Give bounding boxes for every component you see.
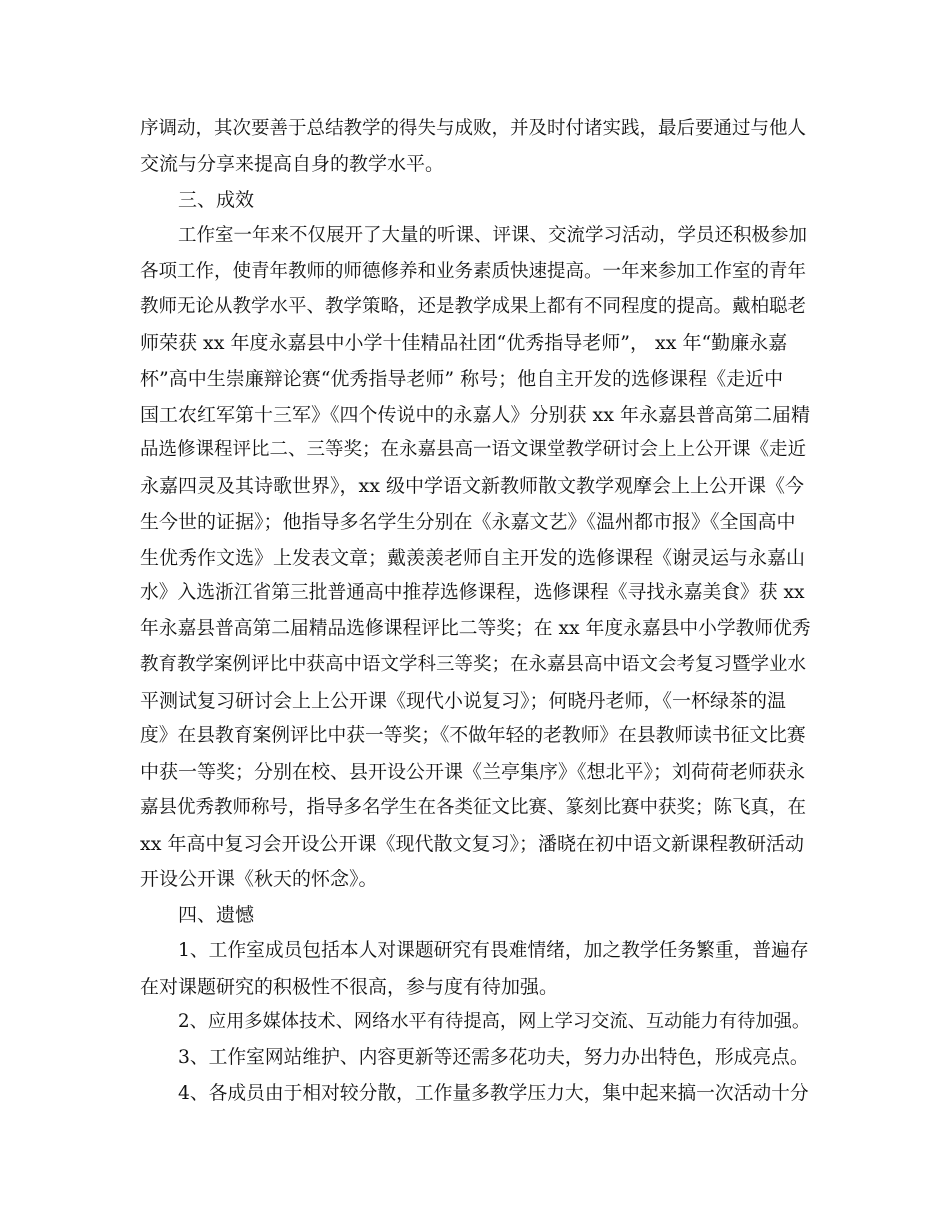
list-item: 4、各成员由于相对较分散，工作量多教学压力大，集中起来搞一次活动十分 <box>178 1083 809 1104</box>
text-line: 工作室一年来不仅展开了大量的听课、评课、交流学习活动，学员还积极参加 <box>178 225 808 246</box>
text-line: 生优秀作文选》上发表文章；戴羡羡老师自主开发的选修课程《谢灵运与永嘉山 <box>140 547 806 569</box>
text-line: 生今世的证据》；他指导多名学生分别在《永嘉文艺》《温州都市报》《全国高中 <box>140 511 796 533</box>
text-line: 杯”高中生崇廉辩论赛“优秀指导老师” 称号；他自主开发的选修课程《走近中 <box>140 368 784 390</box>
text-line: 平测试复习研讨会上上公开课《现代小说复习》；何晓丹老师，《一杯绿茶的温 <box>140 690 787 712</box>
text-line: 中获一等奖；分别在校、县开设公开课《兰亭集序》《想北平》；刘荷荷老师获永 <box>140 761 806 783</box>
text-line: 开设公开课《秋天的怀念》。 <box>140 868 378 890</box>
section-heading: 三、成效 <box>178 189 255 211</box>
text-line: 教师无论从教学水平、教学策略，还是教学成果上都有不同程度的提高。戴柏聪老 <box>140 296 807 317</box>
text-line: 在对课题研究的积极性不很高，参与度有待加强。 <box>140 976 559 998</box>
text-line: 永嘉四灵及其诗歌世界》，xx 级中学语文新教师散文教学观摩会上上公开课《今 <box>140 475 804 497</box>
section-heading: 四、遗憾 <box>178 904 255 926</box>
text-line: 年永嘉县普高第二届精品选修课程评比二等奖；在 xx 年度永嘉县中小学教师优秀 <box>140 618 811 639</box>
text-line: 水》入选浙江省第三批普通高中推荐选修课程，选修课程《寻找永嘉美食》获 xx <box>140 582 805 603</box>
list-item: 3、工作室网站维护、内容更新等还需多花功夫，努力办出特色，形成亮点。 <box>178 1047 809 1068</box>
text-line: 嘉县优秀教师称号，指导多名学生在各类征文比赛、篆刻比赛中获奖；陈飞真，在 <box>140 797 807 818</box>
text-line: 序调动，其次要善于总结教学的得失与成败，并及时付诸实践，最后要通过与他人 <box>140 118 807 139</box>
list-item: 1、工作室成员包括本人对课题研究有畏难情绪，加之教学任务繁重，普遍存 <box>178 940 809 961</box>
text-line: 各项工作，使青年教师的师德修养和业务素质快速提高。一年来参加工作室的青年 <box>140 261 807 282</box>
text-line: 度》在县教育案例评比中获一等奖；《不做年轻的老教师》在县教师读书征文比赛 <box>140 725 806 746</box>
text-line: xx 年高中复习会开设公开课《现代散文复习》；潘晓在初中语文新课程教研活动 <box>140 833 804 855</box>
text-line: 品选修课程评比二、三等奖；在永嘉县高一语文课堂教学研讨会上上公开课《走近 <box>140 439 807 460</box>
text-line: 国工农红军第十三军》《四个传说中的永嘉人》分别获 xx 年永嘉县普高第二届精 <box>140 404 811 426</box>
list-item: 2、应用多媒体技术、网络水平有待提高，网上学习交流、互动能力有待加强。 <box>178 1011 811 1032</box>
text-line: 师荣获 xx 年度永嘉县中小学十佳精品社团“优秀指导老师”， xx 年“勤廉永嘉 <box>140 332 788 354</box>
text-line: 教育教学案例评比中获高中语文学科三等奖；在永嘉县高中语文会考复习暨学业水 <box>140 654 807 675</box>
text-line: 交流与分享来提高自身的教学水平。 <box>140 153 445 175</box>
